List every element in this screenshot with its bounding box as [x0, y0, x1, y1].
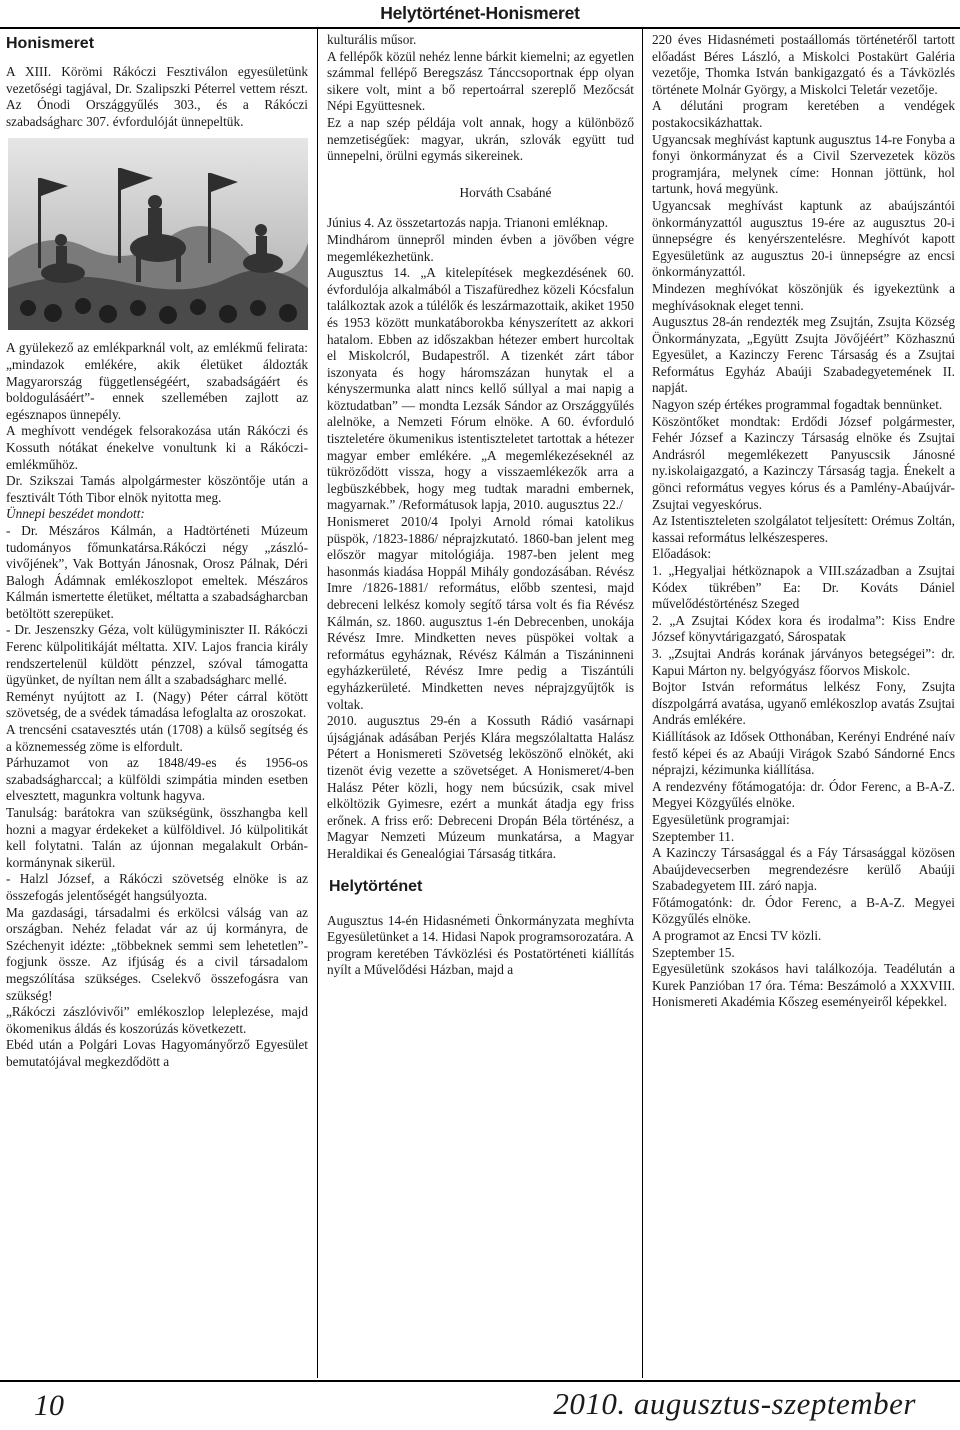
- paragraph: Mindezen meghívókat köszönjük és igyekeztünk a meghívásoknak eleget tenni.: [652, 280, 955, 313]
- section-heading-helytortenet: Helytörténet: [329, 877, 423, 895]
- paragraph: Augusztus 14. „A kitelepítések megkezdésének 60. évfordulója alkalmából a Tiszafüredhez közeli Kócsfalun találkoztak azok a túlélők és leszármazottaik, akiket 1950 és 1953 között munkatáborokba kényszerített az akkori hatalom. Ebben az időszakban hétezer embert hurcoltak el Miskolcról, Budapestről. A tizenkét zárt tábor iszonyata és hogy háromszázan hunytak el a kényszermunka alatt nincs kellő súllyal a mai napig a köztudatban” ― mondta Lezsák Sándor az Országgyűlés alelnöke, a Nemzeti Fórum elnöke. A 60. évforduló tiszteletére ökumenikus istentiszteletet tartottak a hétezer magyar ember emlékére. „A megemlékezéseknél az tükröződött vissza, hogy a visszaemlékezők arra a legbüszkébbek, hogy meg tudtak maradni embernek, magyarnak.” /Reformátusok lapja, 2010. augusztus 22./: [327, 265, 634, 513]
- historical-painting-image: [8, 138, 308, 330]
- paragraph: Ma gazdasági, társadalmi és erkölcsi válság van az országban. Nehéz feladat vár az új kormányra, de Széchenyit idézte: „többeknek semmi sem lehetetlen”- fogjunk össze. Az ifjúság és a civil társadalom megszólítása szükséges. Cselekvő összefogásra van szükség!: [6, 904, 308, 1003]
- paragraph: Szeptember 15.: [652, 944, 735, 960]
- paragraph: - Dr. Jeszenszky Géza, volt külügyminiszter II. Rákóczi Ferenc külpolitikáját méltatta. XIV. Lajos francia király rendszertelenül küldött pénzzel, szóval támogatta ügyünket, de nyíltan nem állt a szabadságharc mellé.: [6, 622, 308, 688]
- paragraph: Bojtor István református lelkész Fony, Zsujta díszpolgárrá avatása, ugyanő emlékoszlop avatás Zsujtai András emlékére.: [652, 679, 955, 728]
- paragraph: 220 éves Hidasnémeti postaállomás történetéről tartott előadást Béres László, a Miskolci Postakürt Galéria vezetője, Thomka István bankigazgató és a Távközlés története Molnár György, a Miskolci Teletár vezetője.: [652, 32, 955, 97]
- paragraph: Köszöntőket mondtak: Erdődi József polgármester, Fehér József a Kazinczy Társaság elnöke és Zsujtai Andrásról megemlékezett Panyuscsik Jánosné ny.iskolaigazgató, a Kazinczy Társaság tagja. Énekelt a gönci református vegyes kórus és a Pamlény-Abaújvár-Zsujtai vegyeskórus.: [652, 413, 955, 512]
- paragraph: Szeptember 11.: [652, 828, 735, 844]
- paragraph: Ugyancsak meghívást kaptunk az abaújszántói önkormányzattól augusztus 19-ére az augusztus 20-i ünnepségre és kenyérszentelésre. Meghívót kapott Egyesületünk az augusztus 20-i ünnepségre az encsi önkormányzattól.: [652, 197, 955, 280]
- paragraph: Előadások:: [652, 546, 712, 562]
- paragraph: 2010. augusztus 29-én a Kossuth Rádió vasárnapi újságjának adásában Perjés Klára megszólaltatta Halász Pétert a Honismereti Szövetség leköszönő elnökét, aki tizenöt évig vezette a szövetséget. A Honismeret/4-ben Halász Péter közli, hogy nem búcsúzik, csak mivel elköltözik Gyimesre, ezért a munkát átadja egy friss erőnek. A friss erő: Debreceni Dropán Béla történész, a Magyar Nemzeti Múzeum munkatársa, a Magyar Heraldikai és Genealógiai Társaság titkára.: [327, 713, 634, 861]
- paragraph: A programot az Encsi TV közli.: [652, 928, 822, 944]
- paragraph: A trencséni csatavesztés után (1708) a külső segítség és a köznemesség zöme is elfordult.: [6, 722, 308, 754]
- paragraph: A Kazinczy Társasággal és a Fáy Társasággal közösen Abaújdevecserben megrendezésre kerülő Abaúji Szabadegyetem III. záró napja.: [652, 845, 955, 894]
- paragraph: A gyülekező az emlékparknál volt, az emlékmű felirata: „mindazok emlékére, akik életüket áldozták Magyarország függetlenségéért, szabadságáért és boldogulásáért”- ennek szellemében zajlott az egésznapos ünnepély.: [6, 340, 308, 422]
- header-rule: [0, 27, 960, 29]
- paragraph: Mindhárom ünnepről minden évben a jövőben végre megemlékezhetünk.: [327, 231, 634, 264]
- intro-paragraph: A XIII. Körömi Rákóczi Fesztiválon egyesületünk vezetőségi tagjával, Dr. Szalipszki Péterrel vettem részt. Az Ónodi Országgyűlés 303., és a Rákóczi szabadságharc 307. évfordulóját ünnepeltük.: [6, 64, 308, 129]
- paragraph: Kiállítások az Idősek Otthonában, Kerényi Endréné naív festő képei és az Abaúji Virágok Szabó Sándorné Encs néprajzi, kézimunka kiállítása.: [652, 728, 955, 778]
- paragraph: - Halzl József, a Rákóczi szövetség elnöke is az összefogás jelentőségét hangsúlyozta.: [6, 871, 308, 903]
- paragraph: A rendezvény főtámogatója: dr. Ódor Ferenc, a B-A-Z. Megyei Közgyűlés elnöke.: [652, 778, 955, 811]
- section-heading-honismeret: Honismeret: [6, 35, 95, 52]
- paragraph: A délutáni program keretében a vendégek postakocsikázhattak.: [652, 98, 955, 130]
- paragraph: Tanulság: barátokra van szükségünk, összhangba kell hozni a magyar érdekeket a külföldivel. Jó külpolitikát kell folytatni. Talán az újonnan megalakult Orbán-kormánynak sikerül.: [6, 805, 308, 870]
- paragraph: Egyesületünk szokásos havi találkozója. Teadélután a Kurek Panzióban 17 óra. Téma: Beszámoló a XXXVIII. Honismereti Akadémia Kőszeg eseményeiről képekkel.: [652, 961, 955, 1010]
- paragraph: A fellépők közül nehéz lenne bárkit kiemelni; az egyetlen számmal fellépő Beregszász Tánccsoportnak épp olyan sikere volt, mint a bő repertoárral szereplő Mezőcsát Népi Együttesnek.: [327, 48, 634, 114]
- paragraph: Dr. Szikszai Tamás alpolgármester köszöntője után a fesztivált Tóth Tibor elnök nyitotta meg.: [6, 473, 308, 505]
- paragraph: Főtámogatónk: dr. Ódor Ferenc, a B-A-Z. Megyei Közgyűlés elnöke.: [652, 894, 955, 927]
- page-number: 10: [34, 1389, 64, 1422]
- footer-rule: [0, 1380, 960, 1382]
- paragraph: Honismeret 2010/4 Ipolyi Arnold római katolikus püspök, /1823-1886/ néprajzkutató. 1860-ban jelent meg először magyar mitológiája. 1987-ben jelent meg hasonmás kiadása Hoppál Mihály gondozásában. Révész Imre /1826-1881/ református, előbb szentesi, majd debreceni lelkész komoly segítő társa volt és fia Révész Kálmán, sz. 1860. augusztus 1-én Debrecenben, unokája Révész Imre. Mindketten neves püspökei voltak a református egyháznak, Révész Kálmán a Tiszáninneni egyházkerületé, Révész Imre pedig a Tiszántúli egyházkerületé. Mindketten neves néprajzgyűjtők is voltak.: [327, 514, 634, 712]
- paragraph: Ez a nap szép példája volt annak, hogy a különböző nemzetiségűek: magyar, ukrán, szlovák együtt tud ünnepelni, örülni egymás sikereinek.: [327, 114, 634, 164]
- page-header-title: Helytörténet-Honismeret: [380, 3, 580, 23]
- list-item: 1. „Hegyaljai hétköznapok a VIII.században a Zsujtai Kódex tükrében” Ea: Dr. Kováts Dániel művelődéstörténész Szeged: [652, 563, 955, 612]
- speech-label: Ünnepi beszédet mondott:: [6, 506, 145, 522]
- column-divider-right: [642, 27, 643, 1378]
- list-item: 2. „A Zsujtai Kódex kora és irodalma”: Kiss Endre József könyvtárigazgató, Sárospatak: [652, 612, 955, 645]
- paragraph: Június 4. Az összetartozás napja. Trianoni emléknap.: [327, 215, 609, 231]
- paragraph: Augusztus 14-én Hidasnémeti Önkormányzata meghívta Egyesületünket a 14. Hidasi Napok programsorozatára. A program keretében Távközlési és Postatörténeti kiállítás nyílt a Művelődési Házban, majd a: [327, 912, 634, 978]
- column-divider-left: [317, 27, 318, 1378]
- paragraph: Párhuzamot von az 1848/49-es és 1956-os szabadságharccal; a külföldi szimpátia minden esetben elvesztett, magunkra voltunk hagyva.: [6, 755, 308, 804]
- column-middle: [327, 32, 634, 979]
- column-left: [6, 32, 308, 1071]
- paragraph: Reményt nyújtott az I. (Nagy) Péter cárral kötött szövetség, de a svédek támadása lefoglalta az oroszokat.: [6, 688, 308, 721]
- issue-date: 2010. augusztus-szeptember: [553, 1386, 916, 1421]
- paragraph: Ebéd után a Polgári Lovas Hagyományőrző Egyesület bemutatójával megkezdődött a: [6, 1037, 308, 1069]
- paragraph: Augusztus 28-án rendezték meg Zsujtán, Zsujta Község Önkormányzata, „Együtt Zsujta Jövőjéért” Közhasznú Egyesület, a Kazinczy Ferenc Társaság és a Zsujtai Református Egyház Abaúji Szabadegyetemének II. napját.: [652, 314, 955, 396]
- paragraph: Egyesületünk programjai:: [652, 811, 790, 827]
- paragraph: A meghívott vendégek felsorakozása után Rákóczi és Kossuth nótákat énekelve vonultunk ki a Rákóczi-emlékműhöz.: [6, 423, 308, 472]
- paragraph: kulturális műsor.: [327, 32, 417, 47]
- list-item: 3. „Zsujtai András korának járványos betegségei”: dr. Kapui Márton ny. belgyógyász főorvos Miskolc.: [652, 645, 955, 678]
- paragraph: „Rákóczi zászlóvivői” emlékoszlop leleplezése, majd ökomenikus áldás és koszorúzás következett.: [6, 1004, 308, 1036]
- paragraph: Az Istentiszteleten szolgálatot teljesített: Orémus Zoltán, kassai református lelkészesperes.: [652, 513, 955, 545]
- paragraph: Nagyon szép értékes programmal fogadtak bennünket.: [652, 397, 943, 413]
- paragraph: Ugyancsak meghívást kaptunk augusztus 14-re Fonyba a fonyi önkormányzat és a Civil Szervezetek közös programjára, melynek címe: Honnan jöttünk, hol tartunk, hová megyünk.: [652, 131, 955, 197]
- author-signature: Horváth Csabáné: [459, 184, 552, 200]
- column-right: [652, 32, 955, 1011]
- paragraph: - Dr. Mészáros Kálmán, a Hadtörténeti Múzeum tudományos főmunkatársa.Rákóczi négy „zászló-vivőjének”, Vak Bottyán Jánosnak, Orosz Pálnak, Déri Balogh Ádámnak emlékoszlopot emeltek. Mészáros Kálmán ismertette életüket, méltatta a szabadságharcban betöltött szerepüket.: [6, 522, 308, 621]
